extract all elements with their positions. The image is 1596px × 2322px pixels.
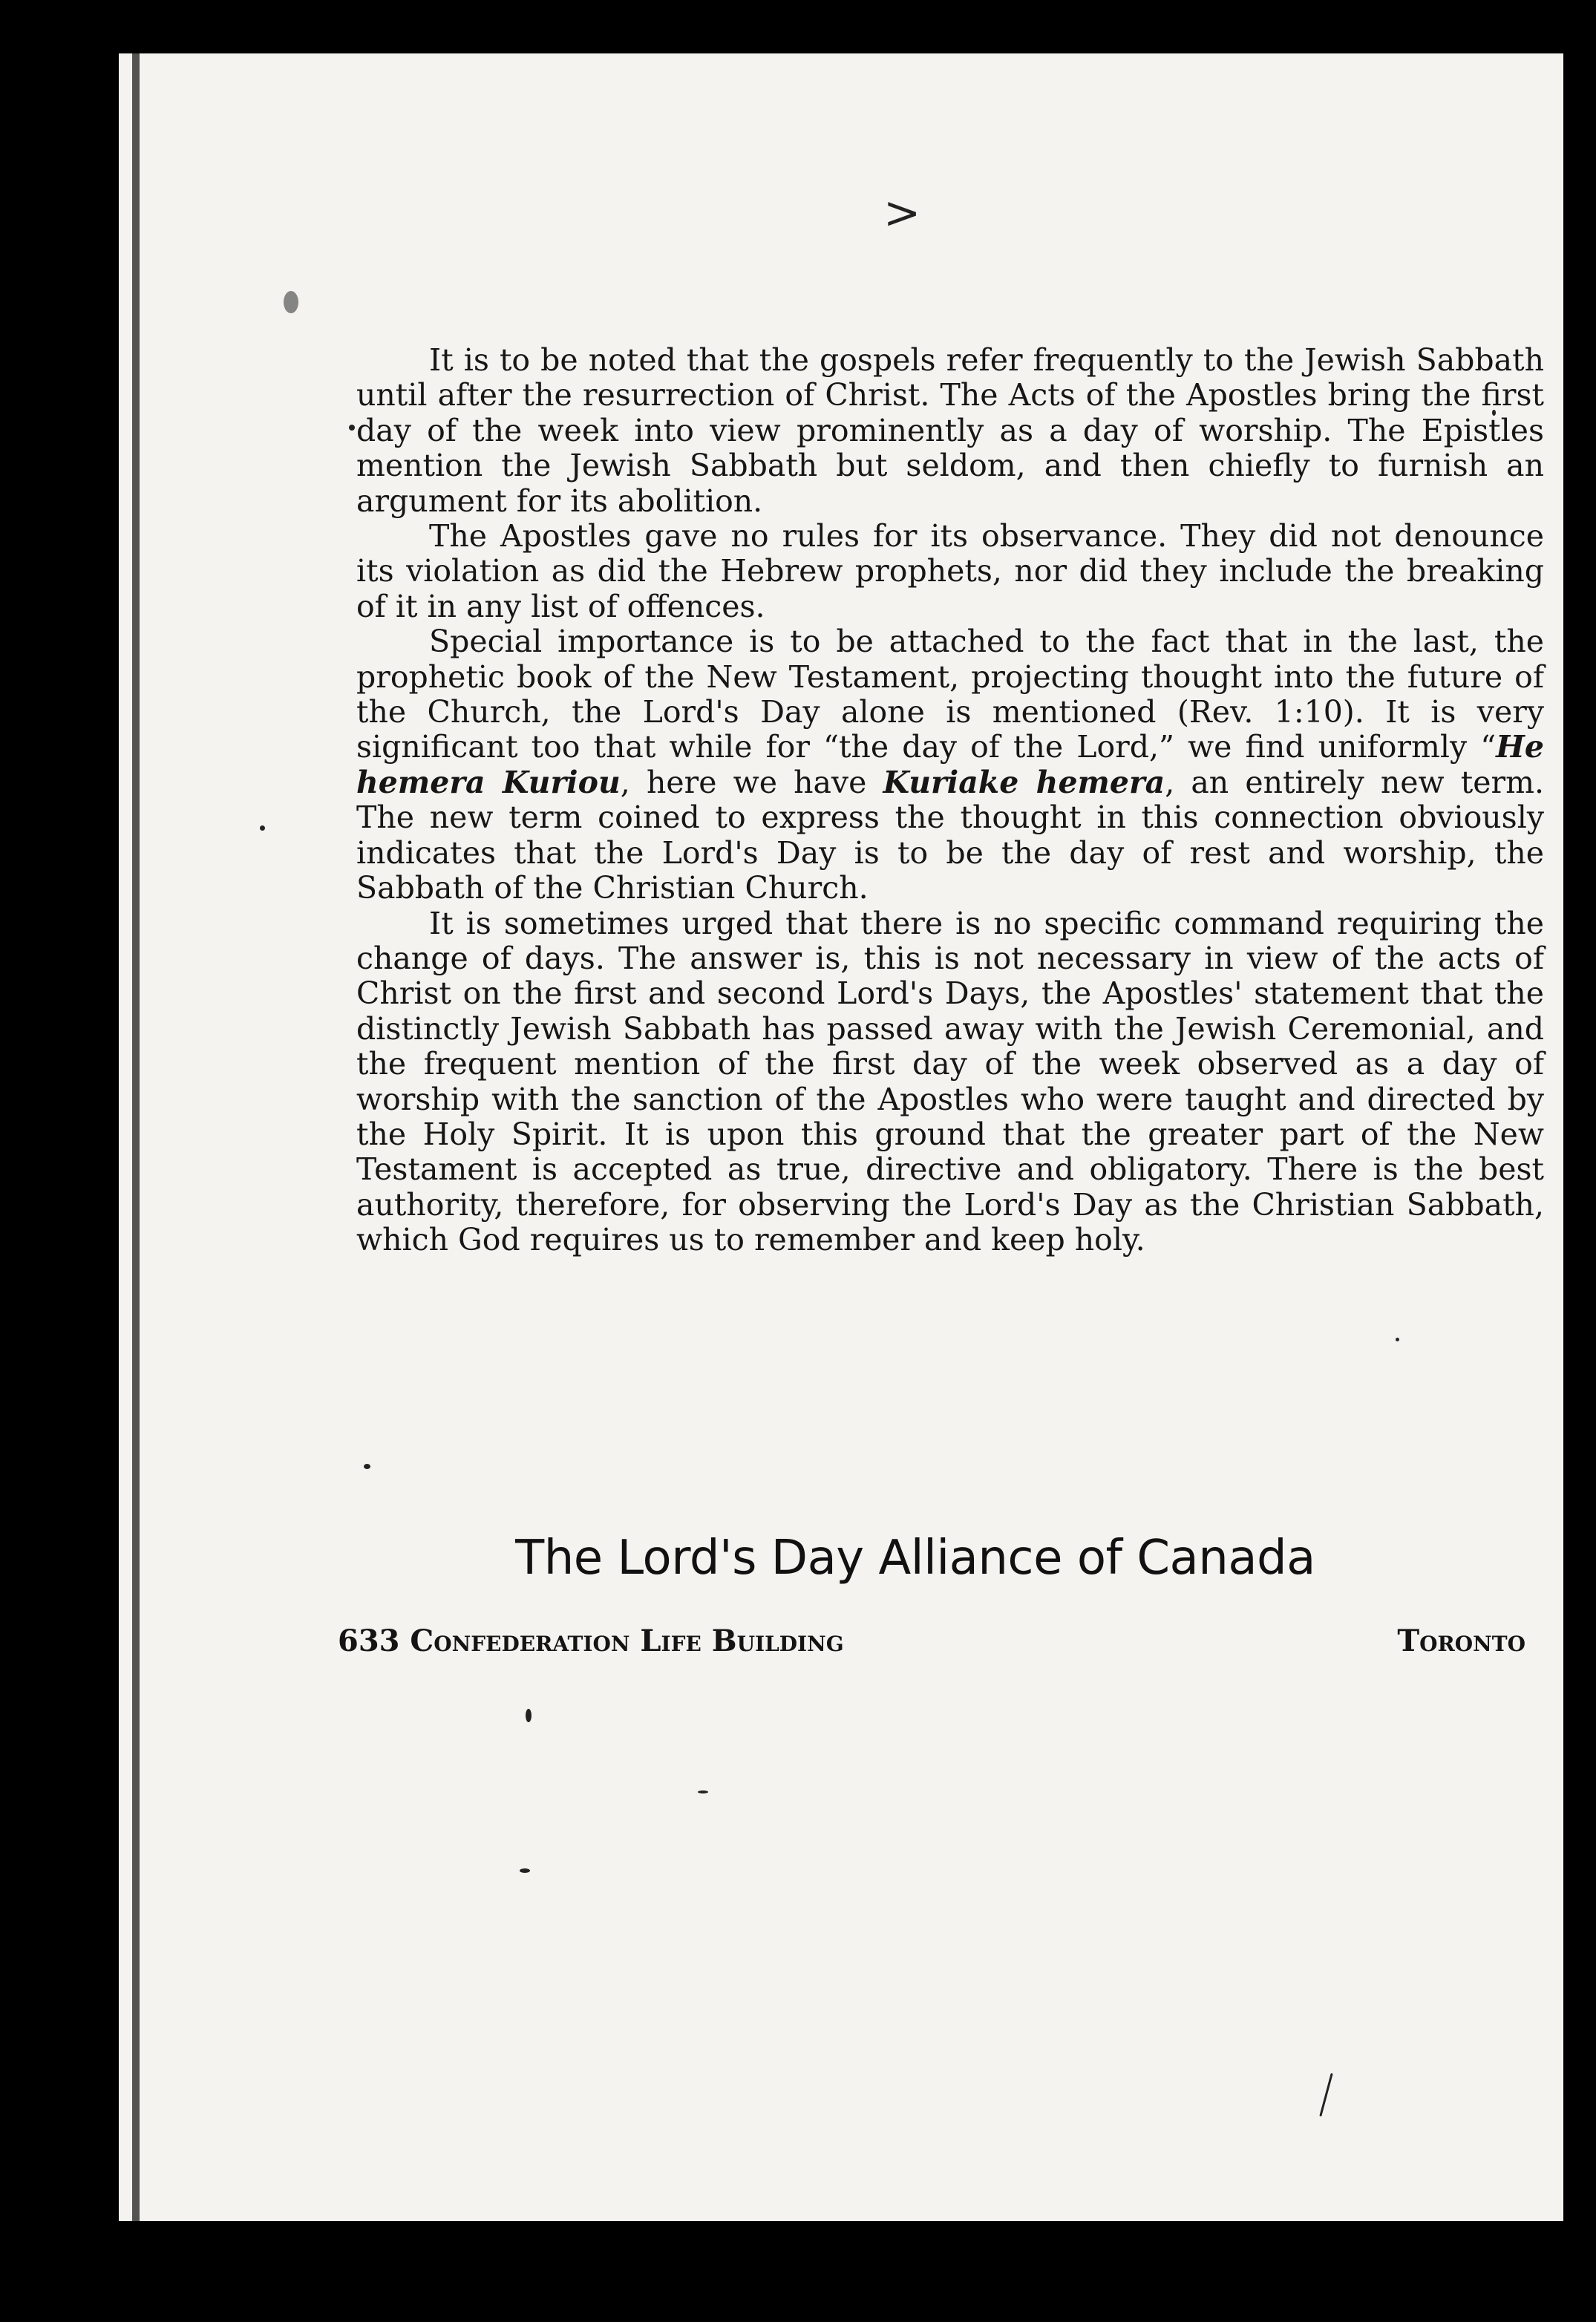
scan-speck [520, 1868, 530, 1873]
scan-speck [349, 425, 355, 431]
scan-speck [1396, 1338, 1399, 1341]
publisher-city: Toronto [1397, 1623, 1525, 1658]
body-text [356, 343, 1544, 1258]
publisher-address-row [338, 1623, 1525, 1658]
scan-speck [364, 1464, 370, 1469]
publisher-address: 633 Confederation Life Building [338, 1623, 844, 1658]
paragraph-3 [356, 624, 1544, 906]
paragraph-2: The Apostles gave no rules for its observance. They did not denounce its violation as did the Hebrew prophets, nor did they include the breaking of it in any list of offences. [356, 518, 1544, 624]
document-page [119, 53, 1563, 2221]
scan-speck [260, 825, 265, 831]
scan-speck [698, 1790, 708, 1793]
paragraph-3-part-3: , an entirely new term. The new term coined to express the thought in this connection obviously indicates that the Lord's Day is to be the day of rest and worship, the Sabbath of the Christian Church. [356, 764, 1544, 906]
publisher-name: The Lord's Day Alliance of Canada [515, 1531, 1315, 1586]
scan-speck [526, 1709, 532, 1722]
paragraph-3-part-1: Special importance is to be attached to the fact that in the last, the prophetic book of the New Testament, projecting thought into the future of the Church, the Lord's Day alone is mentioned (Rev. 1:10). It is very significant too that while for “the day of the Lord,” we find uniformly “ [356, 624, 1544, 765]
greek-term-2: Kuriake hemera [883, 764, 1165, 800]
greek-term-1: He hemera Kuriou [356, 729, 1544, 800]
paragraph-1: It is to be noted that the gospels refer frequently to the Jewish Sabbath until after the resurrection of Christ. The Acts of the Apostles bring the first day of the week into view prominently as a day of worship. The Epistles mention the Jewish Sabbath but seldom, and then chiefly to furnish an argument for its abolition. [356, 342, 1544, 519]
page-mark: > [883, 187, 921, 239]
paragraph-3-part-2: , here we have [620, 764, 883, 800]
scan-speck [1319, 2073, 1332, 2117]
paragraph-4: It is sometimes urged that there is no specific command requiring the change of days. The answer is, this is not necessary in view of the acts of Christ on the first and second Lord's Days, the Apostles' statement that the distinctly Jewish Sabbath has passed away with the Jewish Ceremonial, and the frequent mention of the first day of the week observed as a day of worship with the sanction of the Apostles who were taught and directed by the Holy Spirit. It is upon this ground that the greater part of the New Testament is accepted as true, directive and obligatory. There is the best authority, therefore, for observing the Lord's Day as the Christian Sabbath, which God requires us to remember and keep holy. [356, 905, 1544, 1258]
scan-speck [284, 291, 298, 313]
